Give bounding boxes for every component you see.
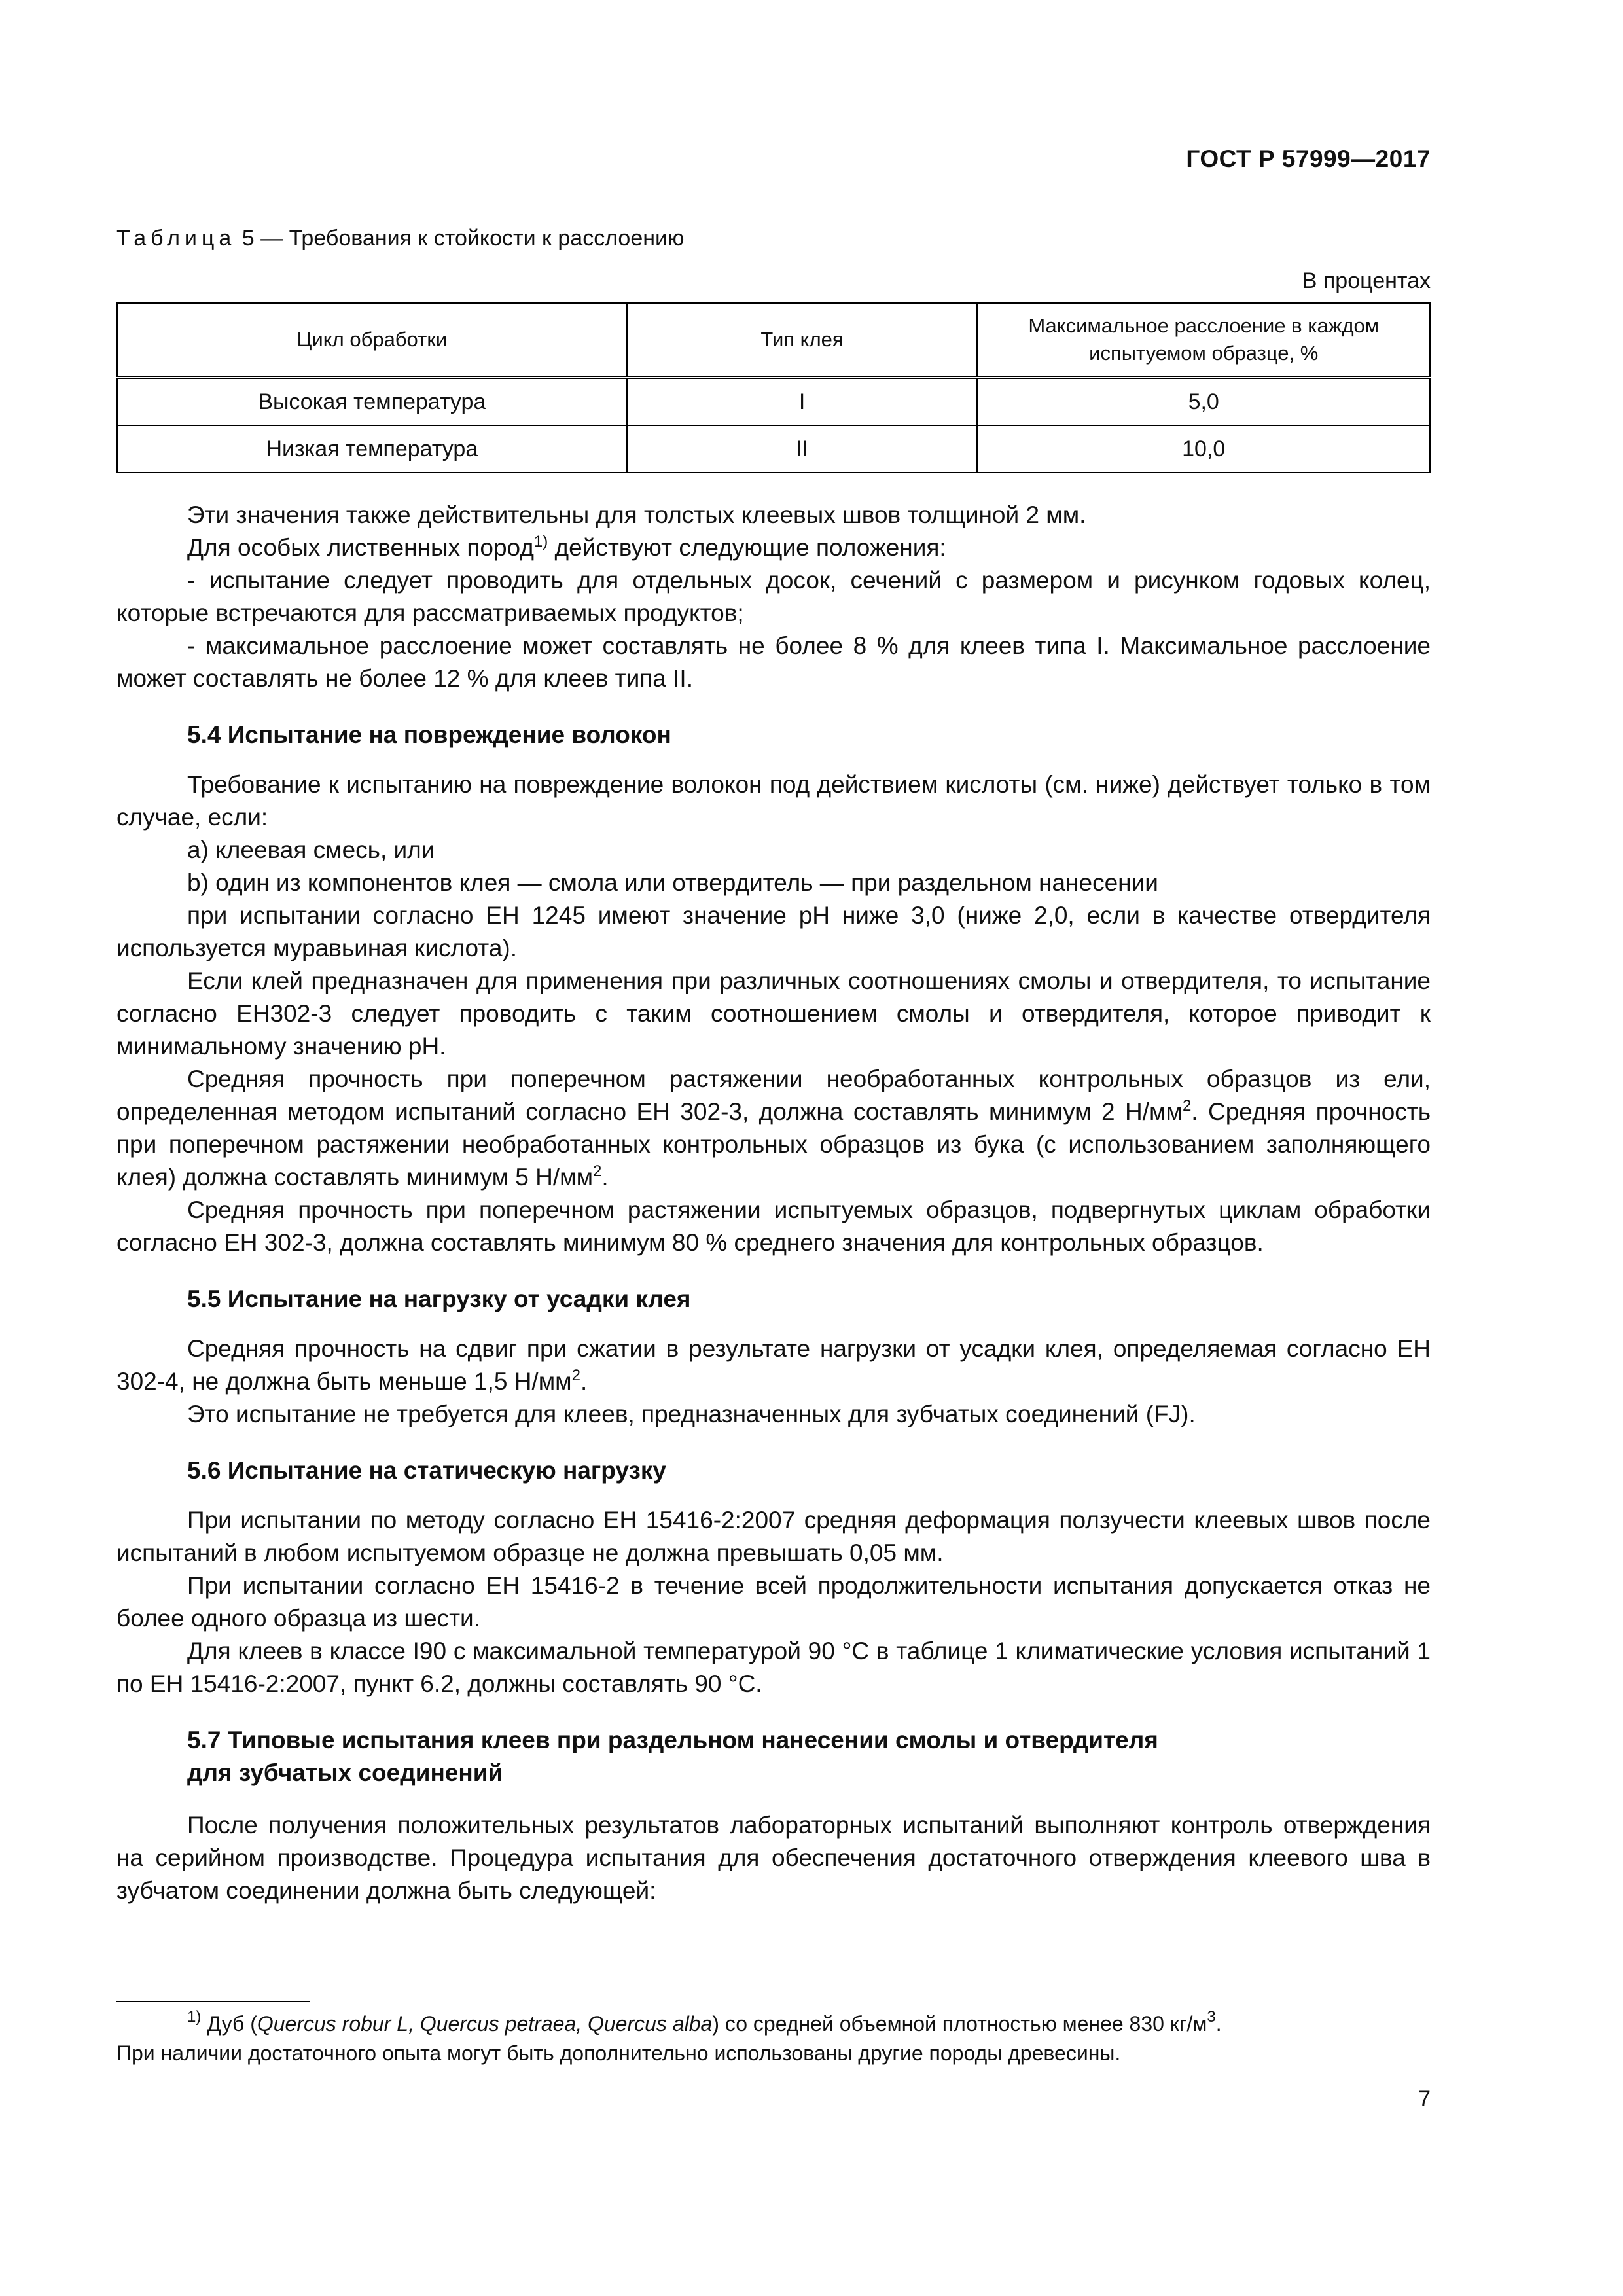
footnote-mark: 1) bbox=[187, 2008, 202, 2026]
paragraph: Это испытание не требуется для клеев, предназначенных для зубчатых соединений (FJ). bbox=[187, 1401, 1196, 1427]
section-heading-5-7 bbox=[187, 1724, 1431, 1789]
list-item: a) клеевая смесь, или bbox=[187, 836, 435, 863]
section-heading-5-4: 5.4 Испытание на повреждение волокон bbox=[187, 721, 671, 748]
table-caption-text: 5 — Требования к стойкости к расслоению bbox=[241, 226, 685, 251]
footnote-line bbox=[116, 2009, 1431, 2039]
table-cell: 10,0 bbox=[977, 425, 1430, 473]
text-span: . Средняя прочность при поперечном растяжении необработанных контрольных образцов из бука (с использованием заполняющего клея) должна составлять минимум 5 Н/мм bbox=[116, 1098, 1431, 1191]
paragraph: Эти значения также действительны для толстых клеевых швов толщиной 2 мм. bbox=[187, 501, 1086, 528]
heading-line: 5.7 Типовые испытания клеев при раздельном нанесении смолы и отвердителя bbox=[187, 1727, 1158, 1753]
table-cell: 5,0 bbox=[977, 378, 1430, 426]
paragraph: - испытание следует проводить для отдельных досок, сечений с размером и рисунком годовых колец, которые встречаются для рассматриваемых продуктов; bbox=[116, 567, 1431, 626]
column-header-cycle: Цикл обработки bbox=[117, 303, 627, 378]
column-header-adhesive-type: Тип клея bbox=[627, 303, 978, 378]
column-header-max-delamination: Максимальное расслоение в каждом испытуемом образце, % bbox=[977, 303, 1430, 378]
section-heading-5-5: 5.5 Испытание на нагрузку от усадки клея bbox=[187, 1285, 691, 1312]
paragraph: при испытании согласно ЕН 1245 имеют значение pH ниже 3,0 (ниже 2,0, если в качестве отвердителя используется муравьиная кислота). bbox=[116, 902, 1431, 961]
footnote-separator bbox=[116, 2001, 310, 2002]
paragraph: Для клеев в классе I90 с максимальной температурой 90 °C в таблице 1 климатические условия испытаний 1 по ЕН 15416-2:2007, пункт 6.2, должны составлять 90 °C. bbox=[116, 1638, 1431, 1697]
page-number: 7 bbox=[1418, 2087, 1431, 2111]
superscript: 2 bbox=[571, 1367, 580, 1384]
paragraph: После получения положительных результатов лабораторных испытаний выполняют контроль отверждения на серийном производстве. Процедура испытания для обеспечения достаточного отверждения клеевого шва в зубчатом соединении должна быть следующей: bbox=[116, 1812, 1431, 1904]
text-span: Средняя прочность при поперечном растяжении необработанных контрольных образцов из ели, определенная методом испытаний согласно ЕН 302-3, должна составлять минимум 2 Н/мм bbox=[116, 1066, 1431, 1125]
paragraph: При испытании согласно ЕН 15416-2 в течение всей продолжительности испытания допускается отказ не более одного образца из шести. bbox=[116, 1572, 1431, 1632]
footnote-line: При наличии достаточного опыта могут быть дополнительно использованы другие породы древесины. bbox=[116, 2041, 1121, 2065]
superscript: 2 bbox=[1182, 1097, 1192, 1115]
document-id: ГОСТ Р 57999—2017 bbox=[1186, 145, 1431, 172]
paragraph bbox=[116, 1063, 1431, 1194]
text-span: Средняя прочность на сдвиг при сжатии в результате нагрузки от усадки клея, определяемая согласно ЕН 302-4, не должна быть меньше 1,5 Н/мм bbox=[116, 1335, 1431, 1395]
document-page bbox=[116, 0, 1431, 2296]
table-row bbox=[117, 378, 1430, 426]
text-span: . bbox=[580, 1368, 588, 1395]
delamination-table bbox=[116, 302, 1431, 473]
text-span: Для особых лиственных пород bbox=[187, 534, 534, 561]
species-names: Quercus robur L, Quercus petraea, Quercus alba bbox=[257, 2012, 713, 2036]
table-cell: I bbox=[627, 378, 978, 426]
table-cell: Низкая температура bbox=[117, 425, 627, 473]
table-cell: Высокая температура bbox=[117, 378, 627, 426]
superscript: 2 bbox=[593, 1162, 602, 1180]
paragraph: При испытании по методу согласно ЕН 15416-2:2007 средняя деформация ползучести клеевых швов после испытаний в любом испытуемом образце не должна превышать 0,05 мм. bbox=[116, 1507, 1431, 1566]
paragraph: Средняя прочность при поперечном растяжении испытуемых образцов, подвергнутых циклам обработки согласно ЕН 302-3, должна составлять минимум 80 % среднего значения для контрольных образцов. bbox=[116, 1196, 1431, 1256]
paragraph: - максимальное расслоение может составлять не более 8 % для клеев типа I. Максимальное расслоение может составлять не более 12 % для клеев типа II. bbox=[116, 632, 1431, 692]
list-item: b) один из компонентов клея — смола или отвердитель — при раздельном нанесении bbox=[187, 869, 1158, 896]
text-span: действуют следующие положения: bbox=[548, 534, 946, 561]
document-body bbox=[116, 499, 1431, 1907]
table-header-row bbox=[117, 303, 1430, 378]
footnote-reference: 1) bbox=[533, 533, 548, 550]
text-span: . bbox=[1215, 2012, 1222, 2036]
footnote bbox=[116, 2009, 1431, 2068]
paragraph bbox=[116, 531, 1431, 564]
paragraph: Требование к испытанию на повреждение волокон под действием кислоты (см. ниже) действует только в том случае, если: bbox=[116, 771, 1431, 831]
superscript: 3 bbox=[1207, 2008, 1216, 2026]
heading-line: для зубчатых соединений bbox=[187, 1759, 503, 1786]
table-caption bbox=[116, 226, 685, 251]
table-cell: II bbox=[627, 425, 978, 473]
paragraph: Если клей предназначен для применения при различных соотношениях смолы и отвердителя, то испытание согласно ЕН302-3 следует проводить с таким соотношением смолы и отвердителя, которое приводит к минимальному значению pH. bbox=[116, 967, 1431, 1060]
paragraph bbox=[116, 1333, 1431, 1398]
text-span: . bbox=[601, 1164, 609, 1191]
text-span: Дуб ( bbox=[201, 2012, 257, 2036]
table-row bbox=[117, 425, 1430, 473]
text-span: ) со средней объемной плотностью менее 830 кг/м bbox=[712, 2012, 1207, 2036]
table-units: В процентах bbox=[1302, 268, 1431, 293]
table-caption-label: Таблица bbox=[116, 226, 236, 251]
section-heading-5-6: 5.6 Испытание на статическую нагрузку bbox=[187, 1457, 666, 1484]
